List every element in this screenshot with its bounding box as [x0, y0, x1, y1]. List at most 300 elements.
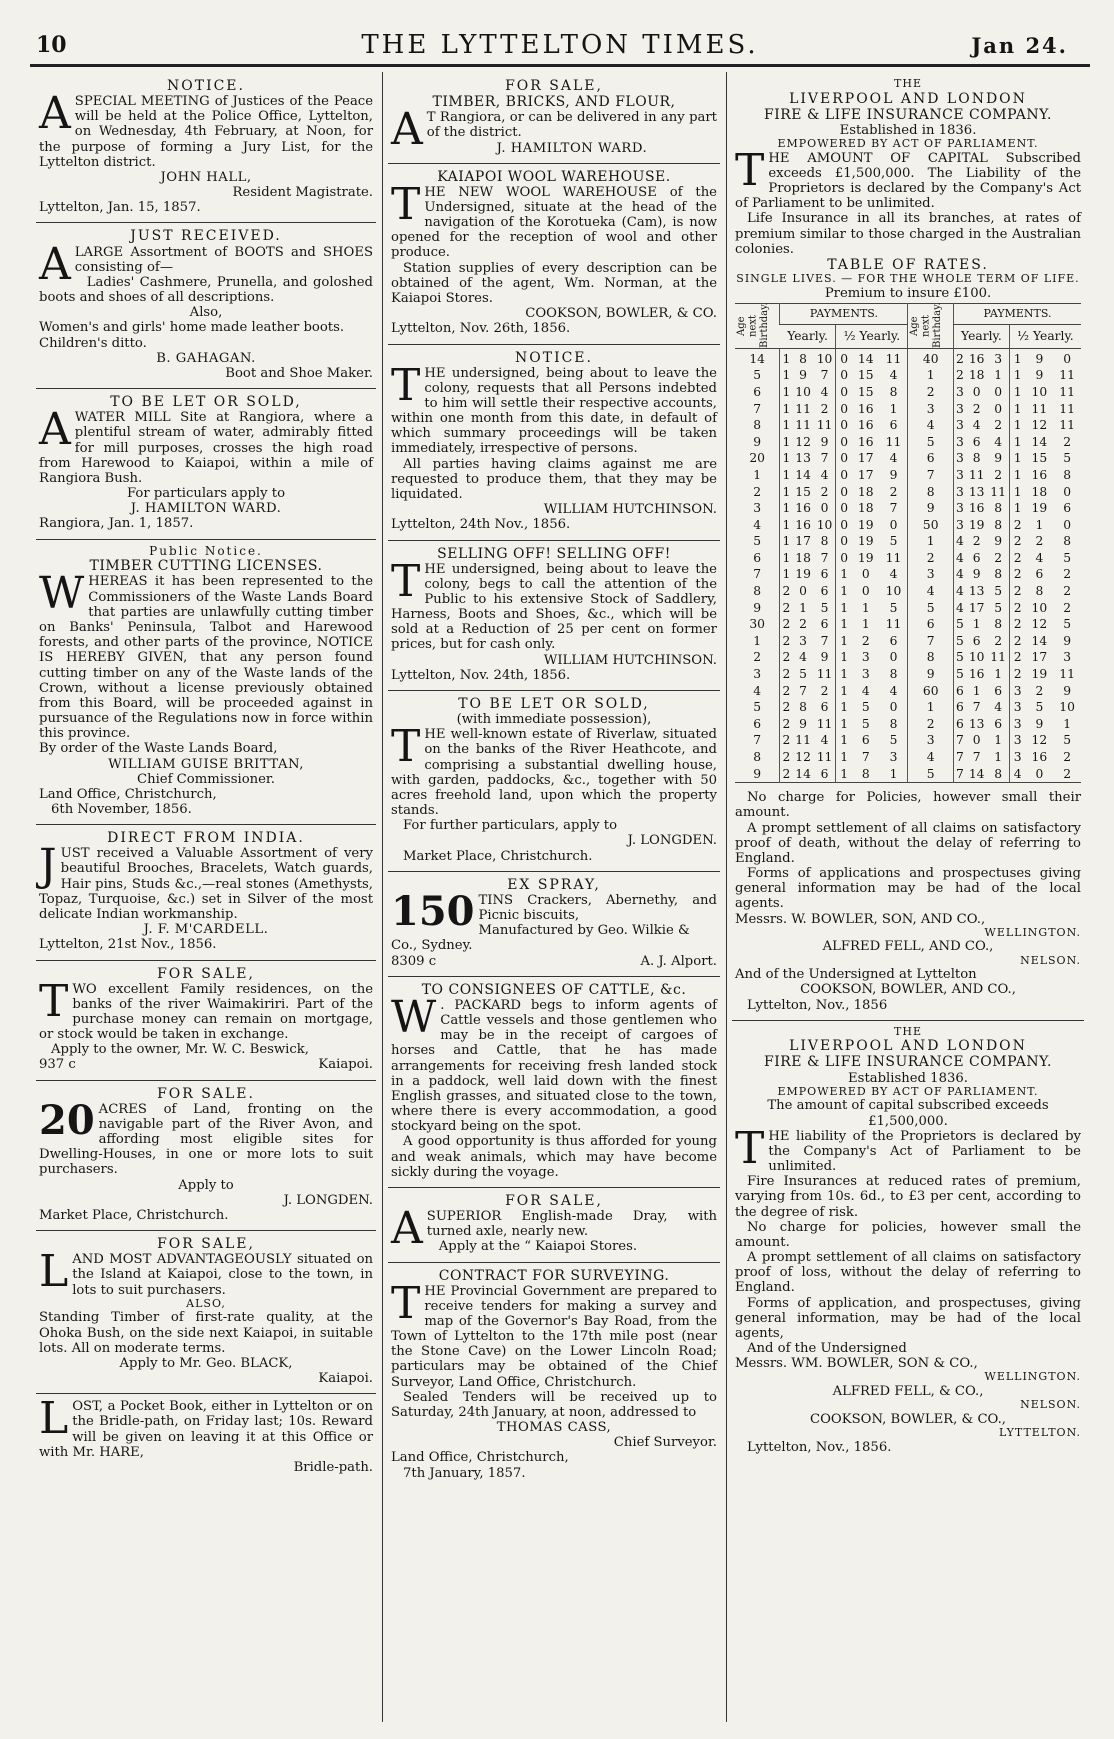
payment-cell: 16: [795, 517, 811, 532]
payment-cell: 1: [836, 732, 852, 749]
advert-land-kaiapoi: [36, 1234, 376, 1391]
payment-cell: 6: [972, 633, 981, 648]
advert-title: Boot and Shoe Maker.: [225, 365, 373, 381]
age-header: Age next Birthday.: [735, 303, 780, 348]
payment-cell: 1: [861, 600, 870, 615]
drop-cap: T: [391, 359, 421, 411]
payment-cell: 5: [889, 534, 898, 549]
payment-cell: 11: [1059, 401, 1075, 416]
payment-cell: 9: [994, 451, 1003, 466]
advert-signature: JOHN HALL,: [160, 169, 252, 185]
payment-cell: 16: [857, 418, 874, 433]
payment-cell: 1: [799, 600, 807, 615]
age-cell: 9: [908, 500, 953, 517]
payment-cell: 5: [820, 600, 829, 615]
rates-row: [735, 500, 1081, 517]
payment-cell: 7: [953, 732, 966, 749]
age-cell: 1: [908, 533, 953, 550]
payment-cell: 13: [968, 716, 985, 731]
payment-cell: 5: [889, 733, 898, 748]
payment-cell: 1: [1035, 517, 1044, 532]
age-cell: 14: [749, 351, 765, 366]
advert-signature: WILLIAM HUTCHINSON.: [543, 652, 717, 668]
payment-cell: 3: [994, 351, 1003, 366]
advert-heading: JUST RECEIVED.: [130, 228, 282, 245]
payment-cell: 4: [889, 451, 898, 466]
payment-cell: 0: [799, 584, 807, 599]
payment-cell: 8: [861, 766, 870, 781]
advert-heading: EX SPRAY,: [507, 876, 601, 893]
payment-cell: 4: [994, 434, 1003, 449]
payment-cell: 6: [994, 683, 1003, 698]
advert-date: Lyttelton, 24th Nov., 1856.: [391, 517, 571, 533]
payment-cell: 6: [1035, 567, 1044, 582]
payment-cell: 1: [836, 633, 852, 650]
age-cell: 2: [908, 716, 953, 733]
payment-cell: 13: [968, 584, 985, 599]
payment-cell: 3: [953, 384, 966, 401]
payment-cell: 2: [1009, 616, 1025, 633]
advert-subheading: FIRE & LIFE INSURANCE COMPANY.: [764, 1054, 1052, 1071]
advert-date: Lyttelton, Nov., 1856.: [747, 1439, 892, 1455]
age-cell: 9: [908, 666, 953, 683]
payment-cell: 9: [1063, 633, 1072, 648]
payment-cell: 5: [994, 584, 1003, 599]
advert-date: Lyttelton, 21st Nov., 1856.: [39, 937, 217, 953]
payment-cell: 3: [861, 650, 870, 665]
age-cell: 40: [908, 348, 953, 367]
payment-cell: 2: [780, 732, 793, 749]
advert-capital-amount: £1,500,000.: [868, 1113, 948, 1129]
payment-cell: 0: [1063, 351, 1072, 366]
advert-subheading: TIMBER, BRICKS, AND FLOUR,: [432, 94, 676, 111]
payment-cell: 1: [780, 533, 793, 550]
advert-divider: [36, 388, 376, 389]
payment-cell: 2: [994, 467, 1003, 482]
agent-place: NELSON.: [1020, 953, 1081, 967]
payment-cell: 5: [799, 667, 807, 682]
advert-subheading: FIRE & LIFE INSURANCE COMPANY.: [764, 106, 1052, 123]
payment-cell: 5: [889, 600, 898, 615]
age-cell: 7: [753, 733, 762, 748]
payment-cell: 1: [1009, 434, 1025, 451]
age-cell: 4: [753, 683, 762, 698]
age-cell: 6: [753, 550, 762, 565]
advert-body: Standing Timber of first-rate quality, at the Ohoka Bush, on the side next Kaiapoi, in suitable lots. All on moderate terms.: [39, 1310, 373, 1356]
payment-cell: 0: [972, 733, 981, 748]
payment-cell: 2: [780, 716, 793, 733]
payment-cell: 0: [836, 417, 852, 434]
drop-cap: A: [391, 1202, 423, 1254]
advert-divider: [36, 1393, 376, 1394]
payment-cell: 9: [820, 650, 829, 665]
payment-cell: 7: [820, 633, 829, 648]
payment-cell: 7: [799, 683, 807, 698]
advert-ex-spray: [388, 875, 720, 974]
payment-cell: 0: [1035, 766, 1044, 781]
payment-cell: 19: [1031, 667, 1048, 682]
payment-cell: 8: [994, 517, 1003, 532]
payment-cell: 11: [795, 401, 811, 416]
payment-cell: 8: [1035, 584, 1044, 599]
advert-office: Land Office, Christchurch,: [391, 1450, 569, 1466]
payment-cell: 3: [861, 667, 870, 682]
payment-cell: 17: [1031, 650, 1048, 665]
payment-cell: 11: [795, 733, 811, 748]
rates-row: [735, 716, 1081, 733]
advert-body: SPECIAL MEETING of Justices of the Peace will be held at the Police Office, Lyttelton, on Wednesday, 4th February, at Noon, for the purpose of forming a Jury List, for the Lyttelton district.: [39, 94, 373, 170]
payment-cell: 1: [1009, 367, 1025, 384]
advert-body: All parties having claims against me are requested to produce them, that they may be liquidated.: [391, 456, 717, 502]
advert-place: Market Place, Christchurch.: [403, 848, 593, 864]
payment-cell: 12: [1031, 418, 1048, 433]
payment-cell: 2: [994, 550, 1003, 565]
payment-cell: 2: [780, 583, 793, 600]
payment-cell: 8: [994, 766, 1003, 781]
payment-cell: 2: [1035, 534, 1044, 549]
advert-signature: J. HAMILTON WARD.: [130, 501, 282, 517]
payment-cell: 1: [836, 683, 852, 700]
payment-cell: 14: [968, 766, 985, 781]
payment-cell: 19: [857, 534, 874, 549]
payment-cell: 7: [861, 750, 870, 764]
payment-cell: 8: [820, 534, 829, 549]
payment-cell: 17: [968, 600, 985, 615]
table-premium: Premium to insure £100.: [824, 285, 992, 301]
advert-body: No charge for policies, however small the amount.: [735, 1219, 1081, 1250]
drop-cap: T: [391, 178, 421, 230]
payment-cell: 13: [795, 451, 811, 466]
age-header: Age next Birthday.: [908, 303, 953, 348]
age-cell: 1: [753, 633, 762, 648]
payment-cell: 0: [836, 533, 852, 550]
advert-divider: [388, 976, 720, 977]
rates-row: [735, 683, 1081, 700]
advert-capital: The amount of capital subscribed exceeds: [767, 1098, 1049, 1114]
payment-cell: 11: [795, 418, 811, 433]
payment-cell: 16: [795, 501, 811, 516]
advert-body: No charge for Policies, however small their amount.: [735, 790, 1081, 821]
rates-row: [735, 484, 1081, 501]
payment-cell: 1: [994, 667, 1003, 682]
advert-signature: WILLIAM HUTCHINSON.: [543, 502, 717, 518]
payment-cell: 18: [968, 368, 985, 383]
age-cell: 2: [908, 550, 953, 567]
payment-cell: 6: [820, 567, 829, 582]
advert-body: Manufactured by Geo. Wilkie & Co., Sydney.: [391, 923, 690, 954]
agent-place: NELSON.: [1020, 1398, 1081, 1412]
advert-heading: FOR SALE,: [157, 1236, 255, 1253]
age-cell: 8: [908, 484, 953, 501]
payment-cell: 2: [799, 617, 807, 632]
payment-cell: 4: [972, 418, 981, 433]
payment-cell: 8: [799, 351, 807, 366]
age-cell: 4: [908, 417, 953, 434]
advert-place: Kaiapoi.: [318, 1057, 373, 1073]
payment-cell: 1: [780, 550, 793, 567]
payment-cell: 17: [795, 534, 811, 549]
payment-cell: 5: [953, 666, 966, 683]
age-cell: 7: [908, 633, 953, 650]
advert-heading: FOR SALE,: [505, 78, 603, 94]
drop-cap: W: [391, 991, 437, 1043]
payment-cell: 0: [994, 401, 1003, 416]
advert-apply: Apply to Mr. Geo. BLACK,: [119, 1355, 293, 1371]
payment-cell: 6: [953, 716, 966, 733]
payment-cell: 19: [968, 517, 985, 532]
payment-cell: 3: [953, 450, 966, 467]
payment-cell: 19: [857, 550, 874, 565]
payments-header: PAYMENTS.: [953, 303, 1081, 324]
payment-cell: 0: [820, 501, 829, 516]
advert-body: A good opportunity is thus afforded for young and weak animals, which may have become sickly during the voyage.: [391, 1134, 717, 1180]
agent-place: WELLINGTON.: [984, 1370, 1081, 1384]
advert-signature: COOKSON, BOWLER, & CO.: [525, 306, 717, 322]
agent-place: LYTTELTON.: [999, 1426, 1081, 1440]
payment-cell: 5: [1063, 451, 1072, 466]
rates-row: [735, 367, 1081, 384]
agent-name: ALFRED FELL, & CO.,: [832, 1384, 984, 1400]
advert-date: Lyttelton, Nov. 26th, 1856.: [391, 321, 571, 337]
payment-cell: 1: [780, 384, 793, 401]
advert-heading: FOR SALE,: [157, 965, 255, 982]
payment-cell: 7: [972, 700, 981, 715]
payment-cell: 4: [889, 683, 898, 698]
payment-cell: 2: [953, 367, 966, 384]
payment-cell: 3: [953, 434, 966, 451]
advert-heading: TO BE LET OR SOLD,: [458, 695, 650, 712]
column-divider: [382, 72, 383, 1722]
age-cell: 8: [753, 418, 762, 433]
advert-divider: [36, 1080, 376, 1081]
advert-established: Established 1836.: [848, 1070, 968, 1086]
newspaper-title: THE LYTTELTON TIMES.: [361, 30, 759, 60]
advert-date: Lyttelton, Nov., 1856: [747, 997, 888, 1013]
rates-row: [735, 450, 1081, 467]
payment-cell: 0: [836, 450, 852, 467]
payment-cell: 11: [968, 467, 985, 482]
advert-empowered: EMPOWERED BY ACT OF PARLIAMENT.: [777, 137, 1039, 150]
payment-cell: 2: [780, 633, 793, 650]
page-number: 10: [36, 32, 67, 58]
advert-heading: FOR SALE.: [157, 1085, 255, 1102]
payment-cell: 4: [953, 583, 966, 600]
advert-divider: [36, 539, 376, 540]
payment-cell: 5: [953, 633, 966, 650]
payment-cell: 4: [994, 700, 1003, 715]
age-cell: 8: [908, 649, 953, 666]
payment-cell: 4: [820, 733, 829, 748]
payment-cell: 1: [1009, 450, 1025, 467]
payment-cell: 3: [1063, 650, 1072, 665]
age-cell: 20: [749, 451, 765, 466]
payment-cell: 0: [861, 584, 870, 599]
rates-row: [735, 533, 1081, 550]
payment-cell: 11: [990, 484, 1006, 499]
advert-divider: [388, 690, 720, 691]
rates-row: [735, 467, 1081, 484]
advert-signature: THOMAS CASS,: [496, 1420, 612, 1436]
payment-cell: 1: [994, 368, 1003, 383]
payment-cell: 16: [857, 401, 874, 416]
advert-body: HE well-known estate of Riverlaw, situated on the banks of the River Heathcote, and comprising a substantial dwelling house, with garden, paddocks, &c., together with 50 acres freehold land, upon which the property stands.: [391, 727, 717, 819]
drop-cap: J: [39, 840, 57, 892]
payment-cell: 2: [1009, 633, 1025, 650]
table-subheading: SINGLE LIVES. — FOR THE WHOLE TERM OF LIFE.: [736, 271, 1080, 285]
payment-cell: 12: [795, 750, 811, 764]
payment-cell: 8: [889, 384, 898, 399]
payment-cell: 0: [836, 550, 852, 567]
payment-cell: 1: [780, 566, 793, 583]
advert-body: UST received a Valuable Assortment of very beautiful Brooches, Bracelets, Watch guards, Hair pins, Studs &c.,—real stones (Amethysts, Topaz, Turquoise, &c.) set in Silver of the most delicate Indian workmanship.: [39, 846, 373, 922]
advert-place: Market Place, Christchurch.: [39, 1207, 229, 1223]
payment-cell: 1: [780, 348, 793, 367]
payment-cell: 2: [780, 616, 793, 633]
advert-body: TINS Crackers, Abernethy, and Picnic biscuits,: [478, 892, 717, 924]
drop-cap: T: [735, 1122, 765, 1174]
age-cell: 3: [908, 732, 953, 749]
payment-cell: 1: [1009, 417, 1025, 434]
payment-cell: 2: [1009, 583, 1025, 600]
payment-cell: 3: [1009, 683, 1025, 700]
advert-the: THE: [894, 77, 922, 90]
rates-table: [735, 303, 1081, 783]
payment-cell: 1: [836, 766, 852, 783]
advert-also: ALSO,: [186, 1296, 226, 1310]
payment-cell: 4: [953, 533, 966, 550]
payment-cell: 4: [1009, 766, 1025, 783]
payment-cell: 6: [861, 733, 870, 748]
advert-divider: [36, 960, 376, 961]
payment-cell: 2: [780, 600, 793, 617]
advert-body: A prompt settlement of all claims on satisfactory proof of death, without the delay of referring to England.: [735, 820, 1081, 866]
advert-date: 6th November, 1856.: [51, 802, 192, 818]
drop-cap: T: [735, 144, 765, 196]
masthead: [30, 30, 1090, 60]
advert-body: Forms of application, and prospectuses, giving general information, may be had of the local agents,: [735, 1295, 1081, 1341]
advert-divider: [388, 344, 720, 345]
rates-row: [735, 384, 1081, 401]
age-cell: 9: [753, 766, 762, 781]
payment-cell: 2: [780, 766, 793, 783]
payment-cell: 10: [795, 384, 811, 399]
payment-cell: 1: [836, 666, 852, 683]
payment-cell: 9: [799, 368, 807, 383]
payment-cell: 10: [885, 584, 902, 599]
payment-cell: 2: [972, 534, 981, 549]
advert-signature: J. F. M'CARDELL.: [143, 922, 269, 938]
payment-cell: 0: [889, 650, 898, 665]
payment-cell: 12: [795, 434, 811, 449]
payment-cell: 18: [857, 484, 874, 499]
payment-cell: 0: [836, 517, 852, 534]
age-cell: 50: [908, 517, 953, 534]
advert-apply: Apply at the “ Kaiapoi Stores.: [438, 1239, 638, 1255]
payment-cell: 10: [816, 351, 833, 366]
issue-date: Jan 24.: [971, 33, 1068, 58]
payment-cell: 7: [820, 451, 829, 466]
drop-cap: T: [391, 555, 421, 607]
advert-heading: TO CONSIGNEES OF CATTLE, &c.: [421, 981, 687, 998]
advert-signature: J. LONGDEN.: [627, 833, 717, 849]
advert-body: Forms of applications and prospectuses giving general information may be had of the local agents.: [735, 866, 1081, 912]
payment-cell: 1: [780, 467, 793, 484]
payment-cell: 5: [861, 716, 870, 731]
advert-heading: NOTICE.: [167, 78, 245, 94]
payment-cell: 2: [780, 749, 793, 766]
payment-cell: 2: [780, 649, 793, 666]
age-cell: 1: [908, 699, 953, 716]
payment-cell: 0: [836, 500, 852, 517]
age-cell: 5: [753, 368, 762, 383]
age-cell: 3: [753, 667, 762, 682]
payment-cell: 9: [972, 567, 981, 582]
payment-cell: 1: [1063, 716, 1072, 731]
payment-cell: 1: [780, 450, 793, 467]
payment-cell: 5: [994, 600, 1003, 615]
agent-name: COOKSON, BOWLER, & CO.,: [810, 1411, 1006, 1427]
payment-cell: 18: [857, 501, 874, 516]
payment-cell: 9: [889, 467, 898, 482]
advert-heading: LIVERPOOL AND LONDON: [789, 90, 1027, 107]
advert-heading: LIVERPOOL AND LONDON: [789, 1038, 1027, 1055]
age-cell: 7: [753, 401, 762, 416]
payment-cell: 1: [972, 683, 981, 698]
payment-cell: 16: [1031, 467, 1048, 482]
advert-timber-licenses: [36, 543, 376, 823]
payment-cell: 2: [1063, 584, 1072, 599]
payment-cell: 0: [836, 401, 852, 418]
advert-line: And of the Undersigned: [747, 1341, 907, 1357]
payment-cell: 1: [780, 367, 793, 384]
column-left: [36, 76, 376, 1726]
payment-cell: 11: [885, 434, 902, 449]
advert-date: Lyttelton, Jan. 15, 1857.: [39, 200, 201, 216]
payment-cell: 3: [1009, 732, 1025, 749]
payment-cell: 15: [795, 484, 811, 499]
payment-cell: 0: [861, 567, 870, 582]
rates-row: [735, 666, 1081, 683]
age-cell: 2: [753, 650, 762, 665]
advert-also: Also,: [189, 305, 223, 321]
payment-cell: 13: [968, 484, 985, 499]
advert-divider: [388, 1262, 720, 1263]
payment-cell: 4: [889, 567, 898, 582]
payment-cell: 1: [780, 401, 793, 418]
payment-cell: 0: [836, 348, 852, 367]
age-cell: 4: [753, 517, 762, 532]
payment-cell: 2: [972, 401, 981, 416]
payment-cell: 4: [820, 384, 829, 399]
payment-cell: 1: [780, 500, 793, 517]
payment-cell: 14: [795, 766, 811, 781]
age-cell: 3: [908, 566, 953, 583]
drop-cap: A: [39, 404, 71, 456]
payment-cell: 4: [799, 650, 807, 665]
rates-row: [735, 434, 1081, 451]
payment-cell: 3: [953, 417, 966, 434]
advert-body: T Rangiora, or can be delivered in any part of the district.: [426, 110, 717, 141]
payment-cell: 9: [994, 534, 1003, 549]
advert-date: 7th January, 1857.: [403, 1465, 526, 1481]
rates-row: [735, 517, 1081, 534]
age-cell: 1: [908, 367, 953, 384]
payment-cell: 1: [780, 484, 793, 501]
advert-signature: J. HAMILTON WARD.: [496, 140, 648, 156]
advert-acres: [36, 1084, 376, 1228]
advert-body: A prompt settlement of all claims on satisfactory proof of loss, without the delay of referring to England.: [735, 1250, 1081, 1296]
payment-cell: 1: [861, 617, 870, 632]
